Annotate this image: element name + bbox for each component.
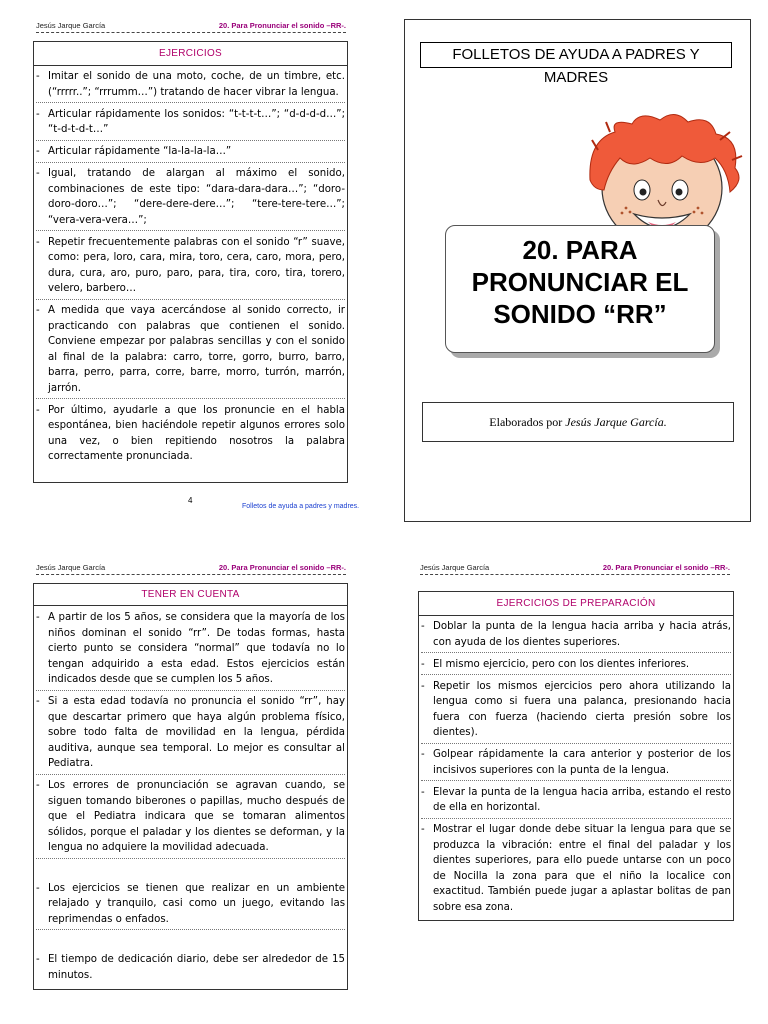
header-author: Jesús Jarque García	[420, 563, 490, 572]
header-author: Jesús Jarque García	[36, 21, 106, 30]
cover-title-line: 20. PARA	[522, 235, 638, 265]
list-item: - Imitar el sonido de una moto, coche, de un timbre, etc. (“rrrrr..”; “rrrumm…”) tratando de hacer vibrar la lengua.	[36, 69, 345, 103]
header-title: 20. Para Pronunciar el sonido –RR-.	[602, 563, 730, 572]
cover-page	[404, 19, 751, 522]
header-divider	[36, 574, 346, 575]
list-item: - Los ejercicios se tienen que realizar en un ambiente relajado y tranquilo, casi como un juego, evitando las reprimendas o enfados.	[36, 881, 345, 931]
list-item: - Por último, ayudarle a que los pronuncie en el habla espontánea, bien haciéndole repetir algunos errores solo una vez, o bien repitiendo nosotros la palabra correctamente pronunciada.	[36, 403, 345, 467]
preparacion-box	[418, 591, 734, 921]
list-item: - El mismo ejercicio, pero con los dientes inferiores.	[421, 657, 731, 676]
list-item: - Repetir frecuentemente palabras con el sonido “r” suave, como: pera, loro, cara, mira, toro, cera, caro, mora, pero, dura, cura, aro, puro, paro, para, tira, coro, tira, torero, velero, barbero…	[36, 235, 345, 300]
list-item: - Repetir los mismos ejercicios pero ahora utilizando la lengua como si fuera una palanca, presionando hacia fuera con fuerza (haciendo cierta presión sobre los dientes).	[421, 679, 731, 744]
list-item: - El tiempo de dedicación diario, debe ser alrededor de 15 minutos.	[36, 952, 345, 985]
ejercicios-box	[33, 41, 348, 483]
tener-list	[36, 610, 345, 989]
section-divider	[34, 605, 347, 606]
header-title: 20. Para Pronunciar el sonido –RR-.	[218, 563, 346, 572]
section-title: EJERCICIOS DE PREPARACIÓN	[496, 598, 656, 609]
credits-box	[422, 402, 734, 442]
credits-prefix: Elaborados por	[489, 415, 563, 429]
list-item: - A partir de los 5 años, se considera que la mayoría de los niños dominan el sonido “rr”. De todas formas, hasta cierto punto se considera “normal” que todavía no lo tengan adquirido a esta edad. Estos ejercicios están indicados desde que se cumplen los 5 años.	[36, 610, 345, 691]
list-item: - Si a esta edad todavía no pronuncia el sonido “rr”, hay que descartar primero que haya algún problema físico, sobre todo falta de movilidad en la lengua, pérdida auditiva, aunque sea temporal. Lo mejor es consultar al Pediatra.	[36, 694, 345, 775]
page-header	[36, 19, 346, 33]
section-title: EJERCICIOS	[158, 48, 222, 59]
section-title: TENER EN CUENTA	[141, 589, 240, 600]
section-divider	[419, 615, 733, 616]
cover-title-line: PRONUNCIAR EL	[471, 267, 689, 297]
credits-name: Jesús Jarque García.	[565, 415, 667, 429]
list-item: - A medida que vaya acercándose al sonido correcto, ir practicando con palabras que contienen el sonido. Conviene empezar por palabras sencillas y con el sonido al final de la palabra: carro, torre, gorro, burro, barro, barra, perro, parra, corre, barre, morro, turrón, marrón, jarrón.	[36, 303, 345, 399]
page-header	[36, 561, 346, 575]
exercise-list	[36, 69, 345, 470]
list-item: - Los errores de pronunciación se agravan cuando, se siguen tomando biberones o papillas, mucho después de que el Pediatra indicara que se tomaran alimentos sólidos, porque el paladar y los dientes se deforman, y la lengua no adquiere la movilidad adecuada.	[36, 778, 345, 859]
list-item: - Articular rápidamente “la-la-la-la…”	[36, 144, 345, 163]
list-item: - Elevar la punta de la lengua hacia arriba, estando el resto de ella en horizontal.	[421, 785, 731, 819]
preparacion-list	[421, 619, 731, 921]
section-divider	[34, 65, 347, 66]
list-item: - Articular rápidamente los sonidos: “t-t-t-t…”; “d-d-d-d…”; “t-d-t-d-t…”	[36, 107, 345, 141]
cover-title	[445, 225, 715, 353]
tener-box	[33, 583, 348, 990]
list-item: - Doblar la punta de la lengua hacia arriba y hacia atrás, con ayuda de los dientes superiores.	[421, 619, 731, 653]
page-footer: Folletos de ayuda a padres y madres.	[242, 503, 360, 510]
cover-title-line: SONIDO “RR”	[493, 299, 667, 329]
header-divider	[420, 574, 730, 575]
list-item: - Igual, tratando de alargan al máximo el sonido, combinaciones de este tipo: “dara-dara-dara…”; “doro-doro-doro…”; “dere-dere-dere…”; “tere-tere-tere…”; “vera-vera-vera…”;	[36, 166, 345, 231]
page-number: 4	[188, 496, 193, 505]
list-item: - Mostrar el lugar donde debe situar la lengua para que se produzca la vibración: entre el final del paladar y los dientes superiores, para ello puede untarse con un poco de Nocilla la zona para que el niño la localice con exactitud. También puede jugar a aplastar bolitas de pan sobre esa zona.	[421, 822, 731, 917]
page-header	[420, 561, 730, 575]
list-item: - Golpear rápidamente la cara anterior y posterior de los incisivos superiores con la punta de la lengua.	[421, 747, 731, 781]
header-divider	[36, 32, 346, 33]
series-title: FOLLETOS DE AYUDA A PADRES Y MADRES	[420, 42, 732, 68]
header-author: Jesús Jarque García	[36, 563, 106, 572]
header-title: 20. Para Pronunciar el sonido –RR-.	[218, 21, 346, 30]
